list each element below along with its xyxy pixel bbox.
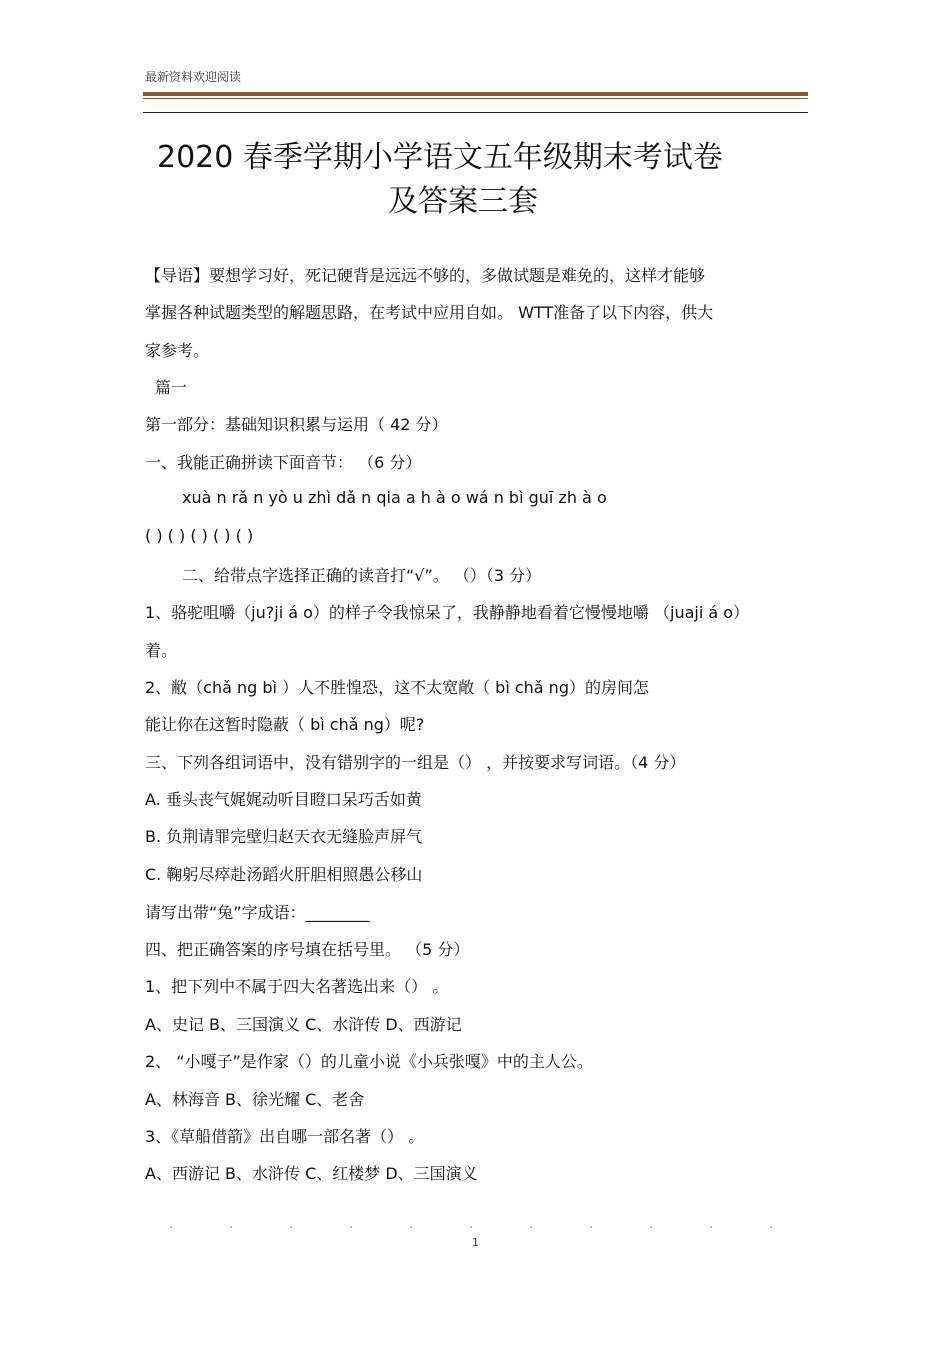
question-4-item-2-options: A、林海音 B、徐光耀 C、老舍 — [145, 1090, 365, 1109]
question-3-option-a: A. 垂头丧气娓娓动听目瞪口呆巧舌如黄 — [145, 790, 422, 809]
question-4: 四、把正确答案的序号填在括号里。 （5 分） — [145, 940, 470, 959]
header-rule-thin — [143, 98, 808, 99]
question-1: 一、我能正确拼读下面音节： （6 分） — [145, 453, 422, 472]
question-4-item-3: 3、《草船借箭》出自哪一部名著（） 。 — [145, 1127, 425, 1146]
pinyin-line: xuà n rǎ n yò u zhì dǎ n qia a h à o wá n bì guī zh à o — [182, 488, 607, 507]
header-rule-dark — [143, 112, 808, 113]
question-4-item-3-options: A、西游记 B、水浒传 C、红楼梦 D、三国演义 — [145, 1164, 478, 1183]
footer-dotted-divider — [170, 1226, 780, 1228]
part-one-heading: 第一部分：基础知识积累与运用（ 42 分） — [145, 415, 448, 434]
question-3: 三、下列各组词语中，没有错别字的一组是（） ，并按要求写词语。（4 分） — [145, 753, 686, 772]
question-4-item-1: 1、把下列中不属于四大名著选出来（） 。 — [145, 977, 449, 996]
title-line-2: 及答案三套 — [388, 184, 538, 219]
question-4-item-2: 2、 “小嘎子”是作家（）的儿童小说《小兵张嘎》中的主人公。 — [145, 1052, 593, 1071]
question-4-item-1-options: A、史记 B、三国演义 C、水浒传 D、西游记 — [145, 1015, 462, 1034]
intro-line-1: 【导语】要想学习好，死记硬背是远远不够的，多做试题是难免的，这样才能够 — [145, 266, 706, 285]
question-3-write: 请写出带“兔”字成语：________ — [145, 903, 370, 922]
intro-line-2: 掌握各种试题类型的解题思路，在考试中应用自如。 WTT准备了以下内容，供大 — [145, 303, 714, 322]
question-2-item-2a: 2、敝（chǎ ng bì ）人不胜惶恐，这不太宽敞（ bì chǎ ng）的房间怎 — [145, 678, 649, 697]
question-3-option-b: B. 负荆请罪完壁归赵天衣无缝脸声屏气 — [145, 827, 423, 846]
question-2: 二、给带点字选择正确的读音打“√”。 （）（3 分） — [182, 566, 542, 585]
question-3-option-c: C. 鞠躬尽瘁赴汤蹈火肝胆相照愚公移山 — [145, 865, 423, 884]
answer-brackets: ( ) ( ) ( ) ( ) ( ) — [145, 526, 254, 545]
question-2-item-2b: 能让你在这暂时隐蔽（ bì chǎ ng）呢? — [145, 715, 425, 734]
header-rule-thick — [143, 92, 808, 96]
question-2-item-1b: 着。 — [145, 641, 178, 660]
title-line-1: 2020 春季学期小学语文五年级期末考试卷 — [157, 140, 723, 175]
page-header: 最新资料欢迎阅读 — [145, 70, 242, 84]
section-pian-1: 篇一 — [155, 378, 188, 397]
question-2-item-1a: 1、骆驼咀嚼（ju?ji á o）的样子令我惊呆了，我静静地看着它慢慢地嚼 （juaji á o） — [145, 603, 750, 622]
page-number: 1 — [472, 1236, 479, 1249]
intro-line-3: 家参考。 — [145, 341, 210, 360]
